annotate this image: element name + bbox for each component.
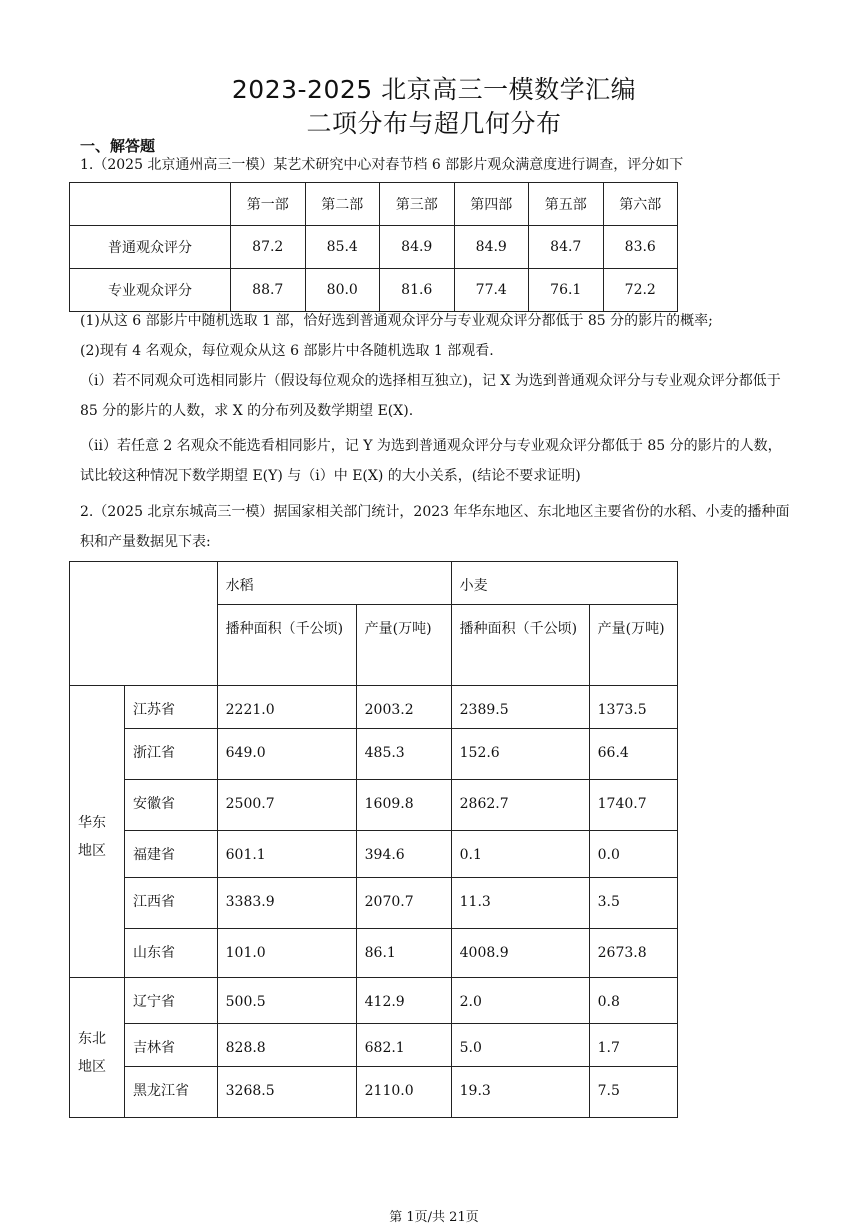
q1-intro: 1.（2025 北京通州高三一模）某艺术研究中心对春节档 6 部影片观众满意度进行调查，评分如下 <box>80 157 684 173</box>
crop-table-body <box>70 686 678 1118</box>
province-label: 黑龙江省 <box>125 1067 218 1118</box>
table-cell: 84.7 <box>529 226 604 269</box>
document-title: 2023-2025 北京高三一模数学汇编 <box>231 75 637 104</box>
province-label: 山东省 <box>125 929 218 978</box>
table-header-cell: 第六部 <box>603 183 678 226</box>
table-cell: 2500.7 <box>217 780 356 831</box>
table-header-row <box>70 183 678 226</box>
table-cell: 1.7 <box>589 1024 677 1067</box>
table-row <box>70 686 678 729</box>
rating-table <box>69 182 678 312</box>
table-cell: 11.3 <box>451 878 589 929</box>
table-cell: 4008.9 <box>451 929 589 978</box>
table-cell: 1740.7 <box>589 780 677 831</box>
table-cell: 5.0 <box>451 1024 589 1067</box>
crop-table <box>69 561 678 1118</box>
table-header-cell: 第五部 <box>529 183 604 226</box>
table-cell: 0.8 <box>589 978 677 1024</box>
province-label: 福建省 <box>125 831 218 878</box>
row-label: 普通观众评分 <box>70 226 231 269</box>
table-cell: 649.0 <box>217 729 356 780</box>
table-row <box>70 831 678 878</box>
q1-part3: （i）若不同观众可选相同影片（假设每位观众的选择相互独立)，记 X 为选到普通观众评分与专业观众评分都低于 85 分的影片的人数，求 X 的分布列及数学期望 E(X). <box>80 373 781 419</box>
table-row <box>70 878 678 929</box>
yield-header: 产量(万吨) <box>356 605 451 686</box>
table-cell: 601.1 <box>217 831 356 878</box>
table-cell: 85.4 <box>305 226 380 269</box>
table-cell: 2003.2 <box>356 686 451 729</box>
table-row <box>70 729 678 780</box>
table-row <box>70 226 678 269</box>
crop-header-rice: 水稻 <box>217 562 451 605</box>
region-label: 东北 地区 <box>70 978 125 1118</box>
province-label: 安徽省 <box>125 780 218 831</box>
table-cell: 2221.0 <box>217 686 356 729</box>
table-header-cell: 第四部 <box>454 183 529 226</box>
table-cell: 84.9 <box>380 226 455 269</box>
table-row <box>70 1024 678 1067</box>
table-header-cell: 第二部 <box>305 183 380 226</box>
table-row <box>70 978 678 1024</box>
q1-part2: (2)现有 4 名观众，每位观众从这 6 部影片中各随机选取 1 部观看. <box>80 343 494 359</box>
table-cell: 7.5 <box>589 1067 677 1118</box>
table-cell: 84.9 <box>454 226 529 269</box>
province-label: 辽宁省 <box>125 978 218 1024</box>
q2-intro: 2.（2025 北京东城高三一模）据国家相关部门统计，2023 年华东地区、东北地区主要省份的水稻、小麦的播种面积和产量数据见下表: <box>80 504 790 550</box>
table-cell: 2110.0 <box>356 1067 451 1118</box>
table-cell: 66.4 <box>589 729 677 780</box>
province-label: 江苏省 <box>125 686 218 729</box>
area-header: 播种面积（千公顷) <box>451 605 589 686</box>
table-cell: 828.8 <box>217 1024 356 1067</box>
table-cell: 3383.9 <box>217 878 356 929</box>
table-cell: 485.3 <box>356 729 451 780</box>
yield-header: 产量(万吨) <box>589 605 677 686</box>
document-subtitle: 二项分布与超几何分布 <box>306 109 562 138</box>
table-cell: 80.0 <box>305 269 380 312</box>
table-cell: 2673.8 <box>589 929 677 978</box>
table-cell: 101.0 <box>217 929 356 978</box>
table-cell: 2862.7 <box>451 780 589 831</box>
table-cell: 2389.5 <box>451 686 589 729</box>
table-header-cell <box>70 183 231 226</box>
table-cell: 500.5 <box>217 978 356 1024</box>
table-corner-cell <box>70 562 218 686</box>
table-cell: 394.6 <box>356 831 451 878</box>
section-heading: 一、解答题 <box>80 137 156 155</box>
row-label: 专业观众评分 <box>70 269 231 312</box>
table-cell: 0.0 <box>589 831 677 878</box>
table-cell: 3268.5 <box>217 1067 356 1118</box>
table-cell: 77.4 <box>454 269 529 312</box>
q1-part4: （ii）若任意 2 名观众不能选看相同影片，记 Y 为选到普通观众评分与专业观众评分都低于 85 分的影片的人数，试比较这种情况下数学期望 E(Y) 与（i）中 E(X) 的大小关系，(结论不要求证明) <box>80 438 782 484</box>
table-cell: 1609.8 <box>356 780 451 831</box>
table-cell: 152.6 <box>451 729 589 780</box>
table-cell: 682.1 <box>356 1024 451 1067</box>
table-cell: 0.1 <box>451 831 589 878</box>
table-row <box>70 1067 678 1118</box>
table-row <box>70 929 678 978</box>
table-cell: 1373.5 <box>589 686 677 729</box>
table-cell: 81.6 <box>380 269 455 312</box>
province-label: 江西省 <box>125 878 218 929</box>
table-cell: 412.9 <box>356 978 451 1024</box>
table-header-row <box>70 562 678 605</box>
q1-part1: (1)从这 6 部影片中随机选取 1 部，恰好选到普通观众评分与专业观众评分都低于 85 分的影片的概率; <box>80 313 713 329</box>
table-header-cell: 第三部 <box>380 183 455 226</box>
table-cell: 87.2 <box>231 226 306 269</box>
area-header: 播种面积（千公顷) <box>217 605 356 686</box>
page-footer: 第 1页/共 21页 <box>389 1210 479 1225</box>
table-cell: 83.6 <box>603 226 678 269</box>
table-cell: 88.7 <box>231 269 306 312</box>
table-cell: 2.0 <box>451 978 589 1024</box>
region-label: 华东 地区 <box>70 686 125 978</box>
table-cell: 76.1 <box>529 269 604 312</box>
table-header-cell: 第一部 <box>231 183 306 226</box>
table-cell: 19.3 <box>451 1067 589 1118</box>
province-label: 浙江省 <box>125 729 218 780</box>
table-cell: 86.1 <box>356 929 451 978</box>
province-label: 吉林省 <box>125 1024 218 1067</box>
table-row <box>70 780 678 831</box>
table-cell: 72.2 <box>603 269 678 312</box>
table-cell: 3.5 <box>589 878 677 929</box>
crop-header-wheat: 小麦 <box>451 562 677 605</box>
table-cell: 2070.7 <box>356 878 451 929</box>
